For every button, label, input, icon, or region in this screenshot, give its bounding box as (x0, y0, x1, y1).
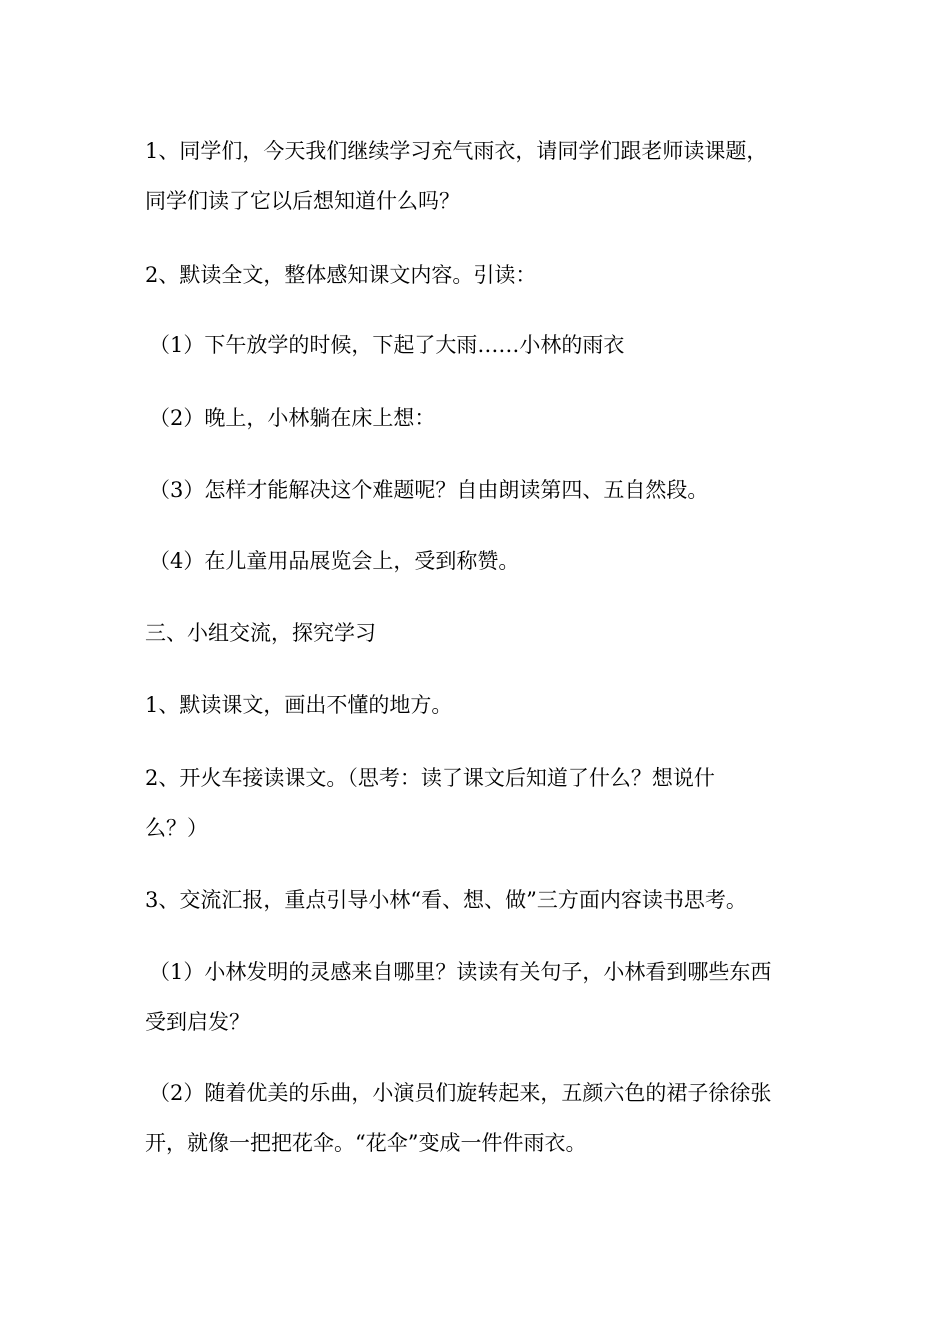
paragraph-item-2 (149, 393, 814, 443)
paragraph-item-3 (149, 465, 814, 515)
text-line: 2、默读全文，整体感知课文内容。引读： (145, 263, 537, 287)
paragraph-step-1 (145, 680, 810, 730)
paragraph-item-1 (149, 320, 814, 370)
text-line: 开，就像一把把花伞。“花伞”变成一件件雨衣。 (145, 1131, 587, 1155)
paragraph-sub-1 (145, 947, 814, 1047)
paragraph-intro-question (145, 126, 810, 226)
text-line: （1）下午放学的时候，下起了大雨……小林的雨衣 (149, 333, 625, 357)
paragraph-item-4 (149, 536, 814, 586)
paragraph-step-3 (145, 875, 810, 925)
text-line: （3）怎样才能解决这个难题呢？自由朗读第四、五自然段。 (149, 478, 709, 502)
text-line: 么？） (145, 816, 208, 840)
paragraph-step-2 (145, 753, 810, 853)
section-heading (145, 608, 810, 658)
text-line: 1、同学们，今天我们继续学习充气雨衣，请同学们跟老师读课题， (145, 139, 768, 163)
text-line: 受到启发？ (145, 1010, 250, 1034)
text-line: 1、默读课文，画出不懂的地方。 (145, 693, 453, 717)
paragraph-sub-2 (145, 1068, 814, 1168)
text-line: （1）小林发明的灵感来自哪里？读读有关句子，小林看到哪些东西 (149, 960, 772, 984)
text-line: 三、小组交流，探究学习 (145, 621, 376, 645)
paragraph-silent-reading (145, 250, 810, 300)
text-line: 同学们读了它以后想知道什么吗？ (145, 189, 460, 213)
text-line: 2、开火车接读课文。（思考：读了课文后知道了什么？想说什 (145, 766, 715, 790)
text-line: 3、交流汇报，重点引导小林“看、想、做”三方面内容读书思考。 (145, 888, 747, 912)
text-line: （4）在儿童用品展览会上，受到称赞。 (149, 549, 520, 573)
text-line: （2）晚上，小林躺在床上想： (149, 406, 436, 430)
text-line: （2）随着优美的乐曲，小演员们旋转起来，五颜六色的裙子徐徐张 (149, 1081, 772, 1105)
